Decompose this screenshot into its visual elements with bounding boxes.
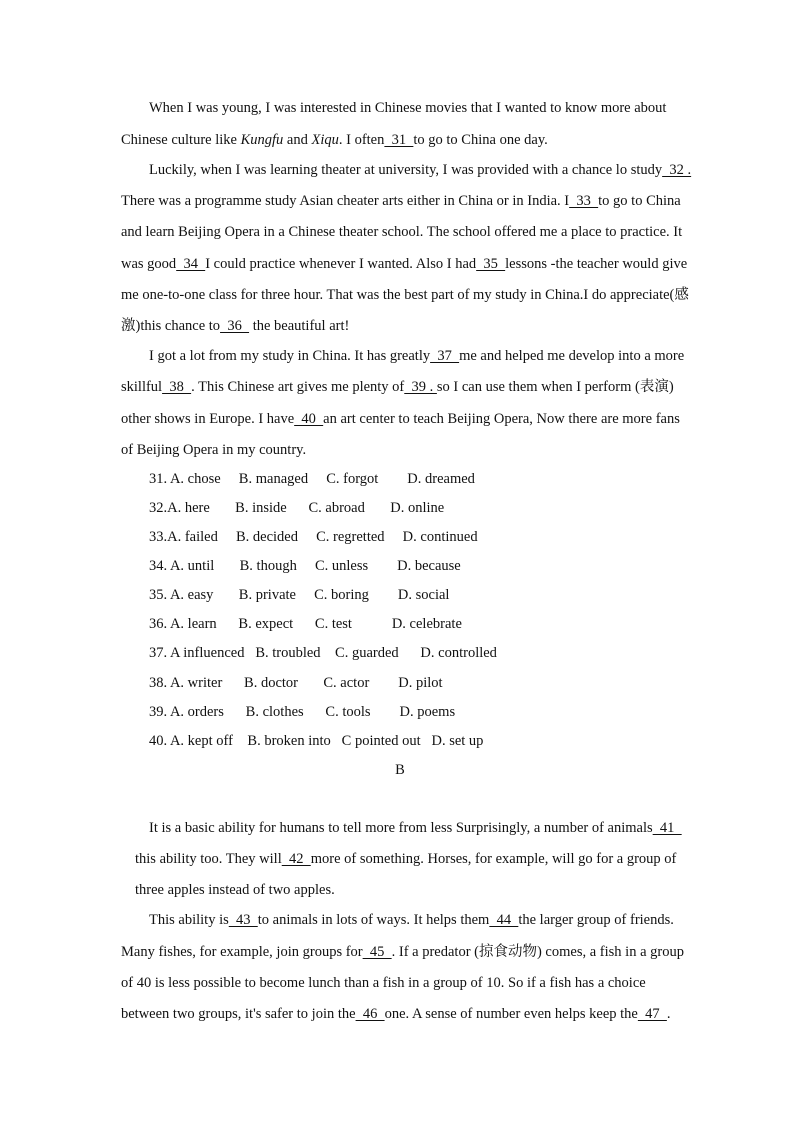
passage-a-line-10: skillful 38 . This Chinese art gives me plenty of 39 . so I can use them when I perform (表演): [121, 379, 674, 395]
passage-a-line-12: of Beijing Opera in my country.: [121, 442, 307, 458]
answer-blank: 41: [652, 820, 682, 836]
answer-blank: 31: [384, 132, 414, 148]
passage-b-line-5: Many fishes, for example, join groups for 45 . If a predator (掠食动物) comes, a fish in a group: [121, 944, 684, 960]
option-row-36: 36. A. learn B. expect C. test D. celebrate: [149, 616, 462, 632]
answer-blank: 42: [281, 851, 311, 867]
passage-b-line-6: of 40 is less possible to become lunch than a fish in a group of 10. So if a fish has a choice: [121, 975, 646, 991]
passage-a-line-1: When I was young, I was interested in Chinese movies that I wanted to know more about: [149, 100, 667, 116]
passage-a-line-7: me one-to-one class for three hour. That was the best part of my study in China.I do appreciate(感: [121, 287, 689, 303]
passage-b-line-3: three apples instead of two apples.: [135, 882, 335, 898]
answer-blank: 40: [294, 411, 324, 427]
answer-blank: 47: [637, 1006, 667, 1022]
option-row-32: 32.A. here B. inside C. abroad D. online: [149, 500, 445, 516]
option-row-39: 39. A. orders B. clothes C. tools D. poems: [149, 704, 456, 720]
option-row-34: 34. A. until B. though C. unless D. because: [149, 558, 461, 574]
answer-blank: 46: [355, 1006, 385, 1022]
passage-b-line-2: this ability too. They will 42 more of something. Horses, for example, will go for a group of: [135, 851, 677, 867]
option-row-38: 38. A. writer B. doctor C. actor D. pilot: [149, 675, 443, 691]
answer-blank: 38: [162, 379, 192, 395]
passage-a-line-2: Chinese culture like Kungfu and Xiqu. I often 31 to go to China one day.: [121, 132, 548, 148]
option-row-33: 33.A. failed B. decided C. regretted D. continued: [149, 529, 478, 545]
option-row-35: 35. A. easy B. private C. boring D. social: [149, 587, 450, 603]
option-row-37: 37. A influenced B. troubled C. guarded D. controlled: [149, 645, 497, 661]
passage-a-line-9: I got a lot from my study in China. It has greatly 37 me and helped me develop into a more: [149, 348, 685, 364]
italic-term: Xiqu: [311, 132, 339, 148]
passage-b-line-4: This ability is 43 to animals in lots of ways. It helps them 44 the larger group of friends.: [149, 912, 674, 928]
answer-blank: 39 .: [404, 379, 437, 395]
passage-a-line-6: was good 34 I could practice whenever I wanted. Also I had 35 lessons -the teacher would give: [121, 256, 688, 272]
answer-blank: 35: [476, 256, 506, 272]
passage-a-line-3: Luckily, when I was learning theater at university, I was provided with a chance lo study 32 .: [149, 162, 692, 178]
answer-blank: 36: [220, 318, 250, 334]
passage-b-line-1: It is a basic ability for humans to tell more from less Surprisingly, a number of animals 41: [149, 820, 682, 836]
option-row-40: 40. A. kept off B. broken into C pointed out D. set up: [149, 733, 484, 749]
passage-a-line-11: other shows in Europe. I have 40 an art center to teach Beijing Opera, Now there are more fans: [121, 411, 680, 427]
answer-blank: 43: [228, 912, 258, 928]
answer-blank: 32 .: [662, 162, 692, 178]
italic-term: Kungfu: [240, 132, 284, 148]
answer-blank: 33: [569, 193, 599, 209]
answer-blank: 34: [176, 256, 206, 272]
answer-blank: 45: [362, 944, 392, 960]
option-row-31: 31. A. chose B. managed C. forgot D. dreamed: [149, 471, 475, 487]
answer-blank: 37: [430, 348, 460, 364]
passage-a-line-4: There was a programme study Asian cheater arts either in China or in India. I 33 to go to China: [121, 193, 681, 209]
passage-a-line-8: 激)this chance to 36 the beautiful art!: [121, 318, 350, 334]
passage-b-line-7: between two groups, it's safer to join the 46 one. A sense of number even helps keep the 47 .: [121, 1006, 671, 1022]
section-heading-b: B: [395, 762, 405, 778]
passage-a-line-5: and learn Beijing Opera in a Chinese theater school. The school offered me a place to practice. It: [121, 224, 683, 240]
answer-blank: 44: [489, 912, 519, 928]
